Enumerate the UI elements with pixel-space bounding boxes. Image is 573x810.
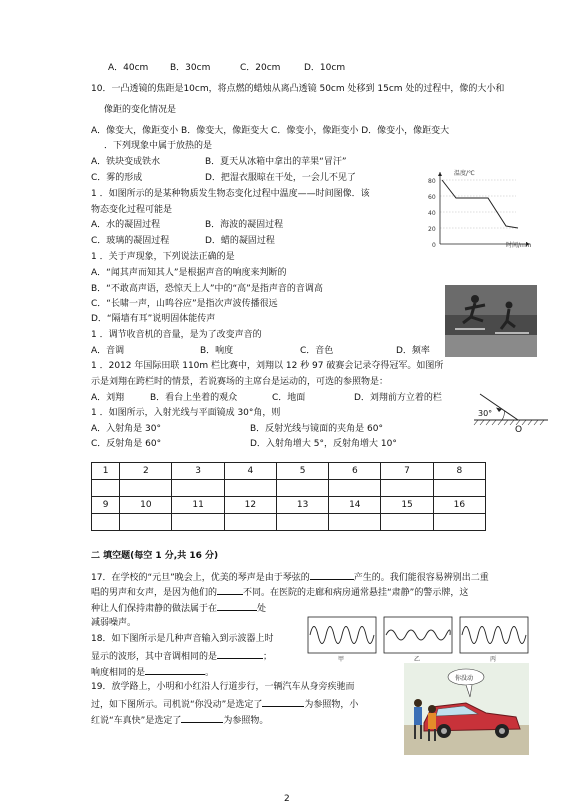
q15-option-a: A．刘翔	[91, 393, 125, 403]
section-2-title: 二 填空题(每空 1 分,共 16 分)	[91, 551, 219, 561]
q19-line2	[91, 697, 358, 711]
q11-option-d: D．把湿衣服晾在干处，一会儿不见了	[205, 173, 356, 183]
reflection-diagram	[470, 388, 550, 438]
answer-blank-cell[interactable]	[172, 514, 224, 531]
q15-option-b: B．看台上坐着的观众	[150, 393, 238, 403]
q18-line3	[91, 665, 214, 679]
answer-number-cell: 7	[381, 463, 433, 480]
q19-line1: 19．放学路上，小明和小红沿人行道步行，一辆汽车从身旁疾驰而	[91, 682, 355, 692]
graph-y-tick-40: 40	[428, 210, 436, 217]
graph-x-unit: 时间/min	[506, 242, 532, 249]
answer-blank-cell[interactable]	[329, 480, 381, 497]
answer-number-cell: 13	[276, 497, 328, 514]
q9-option-a: A．40cm	[108, 63, 149, 73]
q18-line1: 18．如下图所示是几种声音输入到示波器上时	[91, 634, 274, 644]
answer-blank-cell[interactable]	[381, 480, 433, 497]
speech-bubble-text: 你没动	[455, 675, 474, 682]
q13-option-a: A．“闻其声而知其人”是根据声音的响度来判断的	[91, 268, 287, 278]
q10-stem-line2: 像距的变化情况是	[104, 105, 177, 115]
answer-blank-cell[interactable]	[120, 480, 172, 497]
q14-stem: 1 ．调节收音机的音量，是为了改变声音的	[91, 330, 262, 340]
q19-blank-2[interactable]	[181, 713, 223, 723]
q18-line2-text-a: 显示的波形，其中音调相同的是	[91, 652, 218, 662]
graph-y-tick-60: 60	[428, 194, 436, 201]
q17-line3-text-a: 种让人们保持肃静的做法属于在	[91, 604, 218, 614]
q15-stem-line1: 1 ．2012 年国际田联 110m 栏比赛中，刘翔以 12 秒 97 破赛会记录夺得冠军。如图所	[91, 361, 444, 371]
q17-line2-text-a: 唱的男声和女声，是因为他们的	[91, 588, 218, 598]
q17-blank-2[interactable]	[217, 585, 243, 595]
answer-blank-cell[interactable]	[329, 514, 381, 531]
q17-blank-1[interactable]	[310, 570, 354, 580]
answer-number-cell: 6	[329, 463, 381, 480]
q12-stem-line1: 1 ．如图所示的是某种物质发生物态变化过程中温度——时间图像．该	[91, 189, 370, 199]
q18-line2-text-b: ；	[263, 652, 273, 662]
graph-y-unit: 温度/℃	[454, 170, 475, 177]
q11-stem: ．下列现象中属于放热的是	[104, 141, 213, 151]
q12-option-b: B．海波的凝固过程	[205, 220, 284, 230]
q18-line2	[91, 649, 272, 663]
graph-y-tick-80: 80	[428, 178, 436, 185]
answer-number-cell: 11	[172, 497, 224, 514]
answer-blank-cell[interactable]	[276, 514, 328, 531]
q19-line2-text-a: 过，如下图所示。司机说“你没动”是选定了	[91, 700, 263, 710]
page-number: 2	[284, 794, 290, 804]
q13-option-d: D．“隔墙有耳”说明固体能传声	[91, 314, 216, 324]
answer-blank-cell[interactable]	[92, 480, 120, 497]
q16-option-b: B．反射光线与镜面的夹角是 60°	[250, 424, 383, 434]
answer-blank-cell[interactable]	[224, 514, 276, 531]
q18-blank-2[interactable]	[145, 665, 205, 675]
q17-line3	[91, 601, 266, 615]
q15-option-c: C．地面	[272, 393, 306, 403]
graph-y-tick-20: 20	[428, 226, 436, 233]
q13-stem: 1 ．关于声现象，下列说法正确的是	[91, 252, 235, 262]
q19-line3-text-b: 为参照物。	[223, 716, 269, 726]
q17-line3-text-b: 处	[257, 604, 267, 614]
answer-number-cell: 9	[92, 497, 120, 514]
q12-option-a: A．水的凝固过程	[91, 220, 161, 230]
answer-blank-cell[interactable]	[172, 480, 224, 497]
answer-grid	[91, 462, 486, 531]
q11-option-b: B．夏天从冰箱中拿出的苹果“冒汗”	[205, 157, 347, 167]
answer-number-cell: 14	[329, 497, 381, 514]
q19-line3-text-a: 红说“车真快”是选定了	[91, 716, 182, 726]
q13-option-c: C．“长啸一声，山鸣谷应”是指次声波传播很远	[91, 299, 278, 309]
q18-line3-text-a: 响度相同的是	[91, 668, 146, 678]
answer-number-cell: 8	[433, 463, 485, 480]
q17-line2	[91, 585, 468, 599]
q13-option-b: B．“不敢高声语，恐惊天上人”中的“高”是指声音的音调高	[91, 284, 323, 294]
answer-number-cell: 5	[276, 463, 328, 480]
wave-label-bing: 丙	[490, 656, 497, 663]
answer-blank-cell[interactable]	[92, 514, 120, 531]
q10-stem-line1: 10．一凸透镜的焦距是10cm，将点燃的蜡烛从离凸透镜 50cm 处移到 15cm 处的过程中，像的大小和	[91, 84, 505, 94]
q19-line2-text-b: 为参照物，小	[304, 700, 359, 710]
q17-blank-3[interactable]	[217, 601, 257, 611]
q17-line4: 减弱噪声。	[91, 618, 137, 628]
answer-number-cell: 10	[120, 497, 172, 514]
graph-y-tick-0: 0	[432, 242, 436, 249]
answer-number-cell: 3	[172, 463, 224, 480]
answer-blank-cell[interactable]	[276, 480, 328, 497]
answer-number-cell: 15	[381, 497, 433, 514]
q17-line1	[91, 570, 489, 584]
q17-line1-text-b: 产生的。我们能很容易辨别出二重	[353, 573, 489, 583]
answer-number-cell: 2	[120, 463, 172, 480]
q14-option-b: B．响度	[200, 346, 234, 356]
point-o-label: O	[515, 425, 523, 435]
q16-stem: 1 ．如图所示，入射光线与平面镜成 30°角，则	[91, 408, 281, 418]
answer-number-cell: 4	[224, 463, 276, 480]
answer-blank-cell[interactable]	[381, 514, 433, 531]
wave-label-jia: 甲	[338, 656, 345, 663]
answer-blank-cell[interactable]	[224, 480, 276, 497]
angle-label: 30°	[478, 409, 493, 418]
wave-label-yi: 乙	[414, 656, 421, 663]
q17-line2-text-b: 不同。在医院的走廊和病房通常悬挂“肃静”的警示牌，这	[243, 588, 469, 598]
q12-option-d: D．蜡的凝固过程	[205, 236, 275, 246]
answer-number-cell: 12	[224, 497, 276, 514]
q15-stem-line2: 示是刘翔在跨栏时的情景，若说赛场的主席台是运动的，可选的参照物是：	[91, 377, 389, 387]
q16-option-a: A．入射角是 30°	[91, 424, 161, 434]
q14-option-c: C．音色	[300, 346, 334, 356]
q16-option-c: C．反射角是 60°	[91, 439, 162, 449]
q9-option-c: C．20cm	[240, 63, 281, 73]
q12-option-c: C．玻璃的凝固过程	[91, 236, 170, 246]
q18-blank-1[interactable]	[217, 649, 263, 659]
q17-line1-text-a: 17．在学校的“元旦”晚会上，优美的琴声是由于琴弦的	[91, 573, 310, 583]
answer-blank-cell[interactable]	[433, 514, 485, 531]
q18-line3-text-b: 。	[205, 668, 215, 678]
q19-blank-1[interactable]	[262, 697, 304, 707]
waveform-figure	[307, 615, 529, 663]
q15-option-d: D．刘翔前方立着的栏	[354, 393, 442, 403]
q9-option-d: D．10cm	[304, 63, 346, 73]
q11-option-c: C．雾的形成	[91, 173, 143, 183]
q11-option-a: A．铁块变成铁水	[91, 157, 161, 167]
temperature-time-graph	[426, 168, 536, 248]
q10-options: A．像变大，像距变小 B．像变大，像距变大 C．像变小，像距变小 D．像变小，像距变大	[91, 126, 450, 136]
q12-stem-line2: 物态变化过程可能是	[91, 205, 173, 215]
q9-option-b: B．30cm	[170, 63, 211, 73]
q16-option-d: D．入射角增大 5°，反射角增大 10°	[250, 439, 397, 449]
q14-option-a: A．音调	[91, 346, 125, 356]
answer-blank-cell[interactable]	[120, 514, 172, 531]
answer-blank-cell[interactable]	[433, 480, 485, 497]
q14-option-d: D．频率	[396, 346, 430, 356]
answer-number-cell: 16	[433, 497, 485, 514]
car-illustration	[404, 663, 529, 755]
hurdle-race-photo	[445, 285, 537, 357]
q19-line3	[91, 713, 268, 727]
answer-number-cell: 1	[92, 463, 120, 480]
